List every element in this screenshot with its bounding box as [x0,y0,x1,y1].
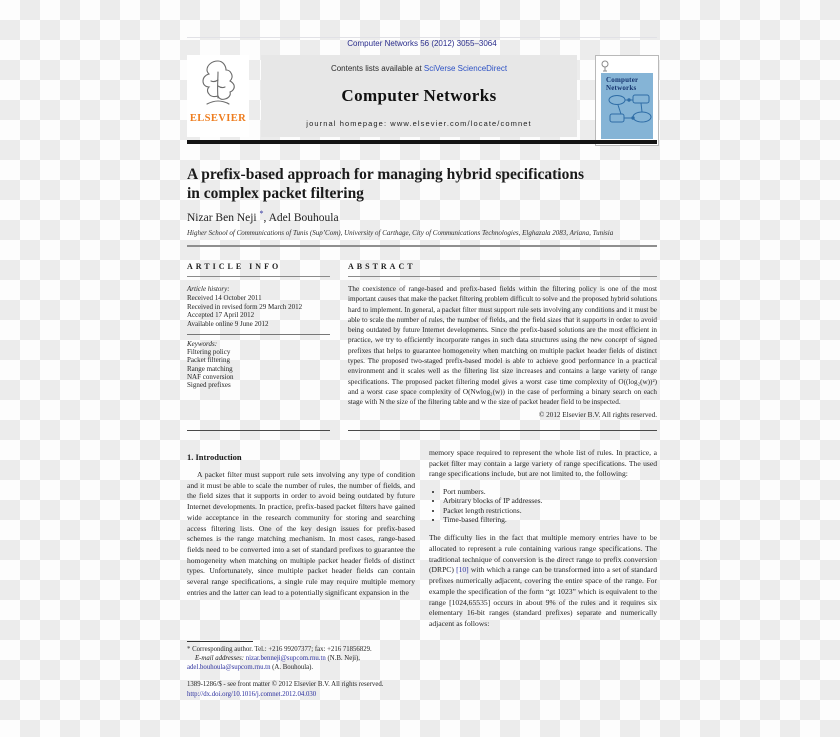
keyword-item: Packet filtering [187,356,230,365]
masthead-journal-title: Computer Networks [341,86,497,105]
band-bottom-rule-left [187,430,330,431]
range-spec-bullet-list [443,487,657,524]
homepage-line: journal homepage: www.elsevier.com/locate/comnet [306,119,532,128]
imprint-block [187,680,415,699]
corresponding-author-note [187,645,415,654]
keyword-item: NAF conversion [187,372,234,381]
reference-10-link[interactable]: [10] [456,565,469,575]
article-history-label: Article history: [187,285,230,293]
email-label: E-mail addresses: [195,655,246,662]
contents-line [331,64,507,73]
abstract [348,284,657,420]
email-suffix-2: (A. Bouhoula). [270,664,314,671]
title-divider [187,245,657,247]
corresponding-text: Corresponding author. Tel.: +216 99207377; fax: +216 71856829. [190,646,372,653]
bullet-item: • Arbitrary blocks of IP addresses. [443,496,657,505]
author-1: Nizar Ben Neji [187,211,257,224]
bullet-item: • Time-based filtering. [443,515,657,524]
author-separator: , [263,211,269,224]
top-hairline [187,37,657,38]
paragraph-text: with which a range can be transformed into a set of standard prefixes numerically adjacent, covering the entire space of the range. For example the specification of the form “gt 1023” which is equivalent to the range [1024,65535] occurs in about 9% of the rules and it requires six elementary 16-bit ranges (standard prefixes) separate and numerically adjacent as follows: [429,565,658,628]
email-link-1[interactable]: nizar.benneji@supcom.rnu.tn [245,655,326,662]
history-item: Accepted 17 April 2012 [187,311,255,320]
email-addresses-line [187,654,415,672]
abstract-heading: ABSTRACT [348,262,416,271]
intro-column-left [187,470,415,598]
cover-title-line2: Networks [606,83,637,92]
section-heading-introduction: 1. Introduction [187,452,242,462]
doi-link[interactable]: http://dx.doi.org/10.1016/j.comnet.2012.04.030 [187,690,317,698]
email-suffix-1: (N.B. Neji), [325,655,360,662]
author-2: Adel Bouhoula [268,211,339,224]
intro-left-paragraph: A packet filter must support rule sets involving any type of condition and it must be able to scale the number of rules, the number of fields, and the field sizes that it supports in order to avoid being outdated by future Internet developments. In practice, prefix-based packet filters have gained wide acceptance in the research community for storing and searching access filtering lists. One of the key design issues for prefix-based schemes is the range matching mechanism. In most cases, range-based fields need to be converted into a set of standard prefixes to guarantee the homogeneity when matching on multiple packet header fields of distinct types. Unfortunately, since multiple packet header fields can contain several range specifications, a single rule may require multiple memory entries and the latter can lead to a potentially significant expansion in the [187,470,415,597]
keyword-item: Signed prefixes [187,381,231,390]
article-info-rule [187,276,330,277]
keyword-item: Filtering policy [187,348,231,357]
abstract-copyright: © 2012 Elsevier B.V. All rights reserved. [538,410,657,419]
affiliation: Higher School of Communications of Tunis (Sup’Com), University of Carthage, City of Communications Technologies, Elghazala 2083, Ariana, Tunisia [187,229,614,237]
footnote-rule [187,641,253,642]
email-link-2[interactable]: adel.bouhoula@supcom.rnu.tn [187,664,271,671]
intro-right-paragraph-1: memory space required to represent the whole list of rules. In practice, a packet filter may contain a large variety of range specifications. The used range specifications include, but are not limited to, the following: [429,448,657,479]
footnotes [187,645,415,672]
journal-citation-link[interactable]: Computer Networks 56 (2012) 3055–3064 [347,39,497,48]
keywords-label: Keywords: [187,340,218,348]
bullet-item: • Port numbers. [443,487,657,496]
elsevier-tree-icon [199,95,237,112]
contents-prefix: Contents lists available at [330,64,424,73]
issn-line: 1389-1286/$ - see front matter © 2012 Elsevier B.V. All rights reserved. [187,681,384,688]
article-info-heading: ARTICLE INFO [187,262,282,271]
sciverse-link[interactable]: SciVerse ScienceDirect [423,64,508,73]
article-title-line1: A prefix-based approach for managing hybrid specifications [187,166,585,183]
abstract-rule [348,276,657,277]
article-title-line2: in complex packet filtering [187,185,364,202]
article-title [187,165,657,203]
keywords [187,340,339,389]
article-history [187,285,339,329]
elsevier-logo [187,55,249,137]
history-item: Received in revised form 29 March 2012 [187,302,303,311]
corresponding-author-mark[interactable]: * [259,209,264,218]
authors-line [187,209,657,224]
history-item: Available online 9 June 2012 [187,320,269,329]
paper-page [187,0,657,737]
abstract-text: The coexistence of range-based and prefix-based fields within the filtering policy is one of the most important causes that make the packet filtering problem difficult to solve and the proposed hybrid solutions hard to implement. In general, a packet filter must support rule sets involving any conditions and it must be able to scale the number of rules, the number of fields, and the field sizes that it supports in order to avoid being outdated by future Internet developments. Since the prefix-based solutions are the most efficient in practice, we try to efficiently incorporate ranges in such data structures using the new concept of signed prefixes that helps to guarantee homogeneity when matching on multiple packet header fields of distinct types. The proposed two-staged prefix-based model is able to achieve good performance in a practical environment and it scales well as the filtering list size increases and contains a large variety of range specifications. The proposed packet filtering model gives a worst case time complexity of O((log₂(w))²) and a worst case space complexity of O(Nwlog₂(w)) in the case of performing a binary search on each stage with N the size of the filtering table and w the size of packet header field to be inspected. [348,285,657,407]
keyword-item: Range matching [187,364,233,373]
cover-network-icon [606,121,656,138]
band-bottom-rule-right [348,430,657,431]
footnote-asterisk: * [187,646,191,653]
journal-cover [595,55,659,146]
masthead-divider [187,140,657,144]
publisher-wordmark: ELSEVIER [189,113,247,124]
intro-right-paragraph-2 [429,533,657,629]
cover-title [606,77,653,92]
masthead-box [261,55,577,137]
bullet-item: • Packet length restrictions. [443,506,657,515]
cover-art [601,73,653,139]
paragraph-text: The difficulty lies in the fact that multiple memory entries have to be allocated to represent a rule containing various range specifications. The traditional technique of conversion is the direct range to prefix conversion (DRPC) [429,533,657,575]
keywords-divider [187,334,330,335]
history-item: Received 14 October 2011 [187,293,262,302]
intro-column-right [429,448,657,630]
cover-title-line1: Computer [606,76,639,84]
